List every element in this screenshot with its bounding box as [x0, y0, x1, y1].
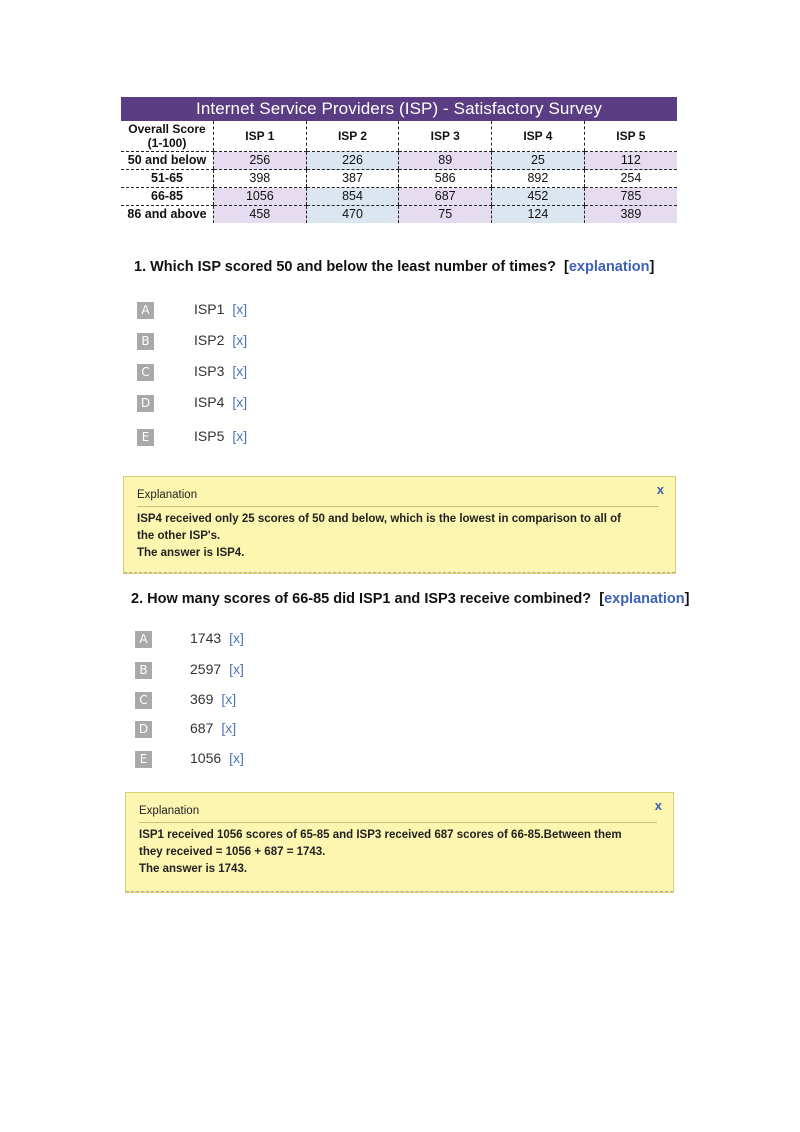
column-header-isp4: ISP 4	[492, 121, 585, 152]
survey-grid	[121, 121, 677, 223]
survey-table	[121, 97, 677, 223]
table-cell: 586	[399, 170, 492, 188]
row-label: 50 and below	[121, 152, 214, 170]
table-cell: 112	[584, 152, 677, 170]
choice-label: 2597	[190, 661, 222, 677]
table-cell: 387	[306, 170, 399, 188]
explanation-line: they received = 1056 + 687 = 1743.	[139, 846, 326, 858]
explanation-line: The answer is ISP4.	[137, 547, 245, 559]
eliminate-choice-link[interactable]: [x]	[229, 630, 244, 646]
question-2-explanation-box	[125, 792, 674, 893]
choice-letter-badge: C	[137, 364, 154, 381]
eliminate-choice-link[interactable]: [x]	[232, 363, 248, 379]
choice-letter-badge: A	[135, 631, 152, 648]
table-row	[121, 206, 677, 224]
choice-letter-badge: A	[137, 302, 154, 319]
table-row	[121, 170, 677, 188]
eliminate-choice-link[interactable]: [x]	[232, 428, 248, 444]
dashed-divider	[124, 572, 675, 573]
table-cell: 75	[399, 206, 492, 224]
table-cell: 256	[214, 152, 307, 170]
eliminate-choice-link[interactable]: [x]	[229, 661, 244, 677]
corner-header: Overall Score (1-100)	[121, 121, 214, 152]
eliminate-choice-link[interactable]: [x]	[229, 750, 244, 766]
table-cell: 687	[399, 188, 492, 206]
bracket-open: [	[599, 591, 605, 607]
choice-label: ISP1	[194, 301, 225, 317]
row-label: 51-65	[121, 170, 214, 188]
explanation-line: The answer is 1743.	[139, 863, 248, 875]
question-1-explanation-link[interactable]: explanation	[568, 259, 650, 275]
explanation-line: ISP1 received 1056 scores of 65-85 and ISP3 received 687 scores of 66-85.Between them	[139, 829, 622, 841]
question-2	[131, 591, 689, 607]
table-cell: 254	[584, 170, 677, 188]
choice-letter-badge: C	[135, 692, 152, 709]
choice-label: 369	[190, 691, 214, 707]
eliminate-choice-link[interactable]: [x]	[232, 394, 248, 410]
explanation-heading: Explanation	[137, 477, 659, 507]
table-cell: 892	[492, 170, 585, 188]
eliminate-choice-link[interactable]: [x]	[232, 301, 248, 317]
question-2-text: 2. How many scores of 66-85 did ISP1 and ISP3 receive combined?	[131, 591, 592, 607]
bracket-close: ]	[684, 591, 690, 607]
choice-label: ISP2	[194, 332, 225, 348]
table-cell: 458	[214, 206, 307, 224]
table-cell: 89	[399, 152, 492, 170]
explanation-line: the other ISP's.	[137, 530, 221, 542]
choice-letter-badge: B	[135, 662, 152, 679]
column-header-isp2: ISP 2	[306, 121, 399, 152]
question-1-text: 1. Which ISP scored 50 and below the least number of times?	[134, 259, 556, 275]
choice-label: ISP3	[194, 363, 225, 379]
table-cell: 470	[306, 206, 399, 224]
column-header-isp1: ISP 1	[214, 121, 307, 152]
choice-label: 687	[190, 720, 214, 736]
table-cell: 124	[492, 206, 585, 224]
bracket-open: [	[564, 259, 569, 275]
choice-label: ISP4	[194, 394, 225, 410]
table-cell: 1056	[214, 188, 307, 206]
table-cell: 226	[306, 152, 399, 170]
choice-letter-badge: B	[137, 333, 154, 350]
choice-letter-badge: D	[135, 721, 152, 738]
choice-label: ISP5	[194, 428, 225, 444]
choice-letter-badge: D	[137, 395, 154, 412]
choice-label: 1056	[190, 750, 222, 766]
eliminate-choice-link[interactable]: [x]	[221, 691, 237, 707]
table-cell: 25	[492, 152, 585, 170]
explanation-heading: Explanation	[139, 793, 657, 823]
choice-label: 1743	[190, 630, 222, 646]
question-2-explanation-link[interactable]: explanation	[604, 591, 685, 607]
question-1-explanation-box	[123, 476, 676, 574]
row-label: 86 and above	[127, 207, 207, 221]
column-header-isp3: ISP 3	[399, 121, 492, 152]
table-row	[121, 188, 677, 206]
table-cell: 854	[306, 188, 399, 206]
choice-letter-badge: E	[135, 751, 152, 768]
eliminate-choice-link[interactable]: [x]	[232, 332, 248, 348]
dashed-divider	[126, 891, 673, 892]
table-cell: 452	[492, 188, 585, 206]
choice-letter-badge: E	[137, 429, 154, 446]
survey-title: Internet Service Providers (ISP) - Satisfactory Survey	[121, 97, 677, 121]
explanation-line: ISP4 received only 25 scores of 50 and below, which is the lowest in comparison to all of	[137, 513, 621, 525]
row-label: 66-85	[121, 188, 214, 206]
close-explanation-button[interactable]: x	[656, 482, 664, 497]
bracket-close: ]	[649, 259, 655, 275]
table-row	[121, 152, 677, 170]
close-explanation-button[interactable]: x	[654, 798, 662, 813]
column-header-isp5: ISP 5	[584, 121, 677, 152]
eliminate-choice-link[interactable]: [x]	[221, 720, 237, 736]
table-cell: 389	[584, 206, 677, 224]
question-1	[134, 259, 654, 275]
explanation-body	[124, 507, 675, 570]
table-header-row	[121, 121, 677, 152]
table-cell: 785	[584, 188, 677, 206]
explanation-body	[126, 823, 673, 886]
table-cell: 398	[214, 170, 307, 188]
